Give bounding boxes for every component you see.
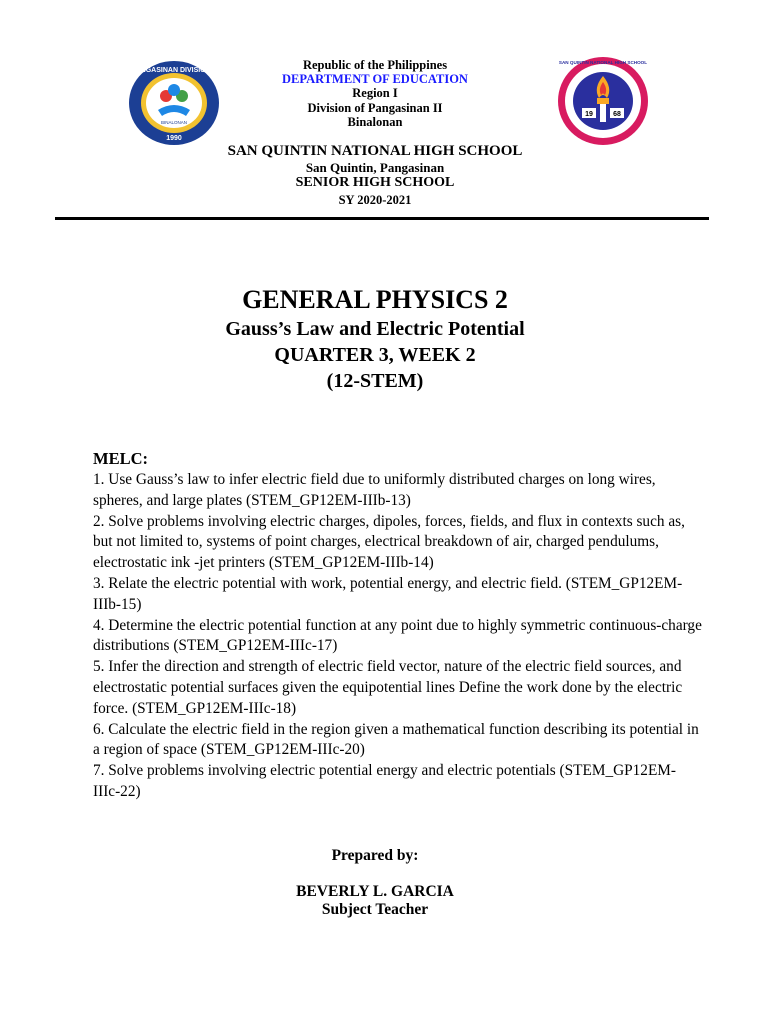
melc-heading: MELC: xyxy=(93,449,148,468)
melc-item: 6. Calculate the electric field in the region given a mathematical function describing its potential in a region of space (STEM_GP12EM-IIIc-20) xyxy=(93,720,699,759)
melc-item: 5. Infer the direction and strength of electric field vector, nature of the electric field sources, and electrostatic potential surfaces given the equipotential lines Define the work done by the electric force. (STEM_GP12EM-IIIc-18) xyxy=(93,658,683,717)
teacher-name: BEVERLY L. GARCIA xyxy=(296,883,454,900)
region-line: Region I xyxy=(352,86,398,100)
school-level: SENIOR HIGH SCHOOL xyxy=(295,175,455,190)
strand-label: (12-STEM) xyxy=(326,370,424,392)
melc-item: 2. Solve problems involving electric charges, dipoles, forces, fields, and flux in contexts such as, but not limited to, systems of point charges, electrical breakdown of air, charged pendulums, electrostatic ink -jet printers (STEM_GP12EM-IIIb-14) xyxy=(93,512,685,572)
school-name: SAN QUINTIN NATIONAL HIGH SCHOOL xyxy=(227,143,523,159)
quarter-week: QUARTER 3, WEEK 2 xyxy=(274,344,476,366)
seal-year: 1990 xyxy=(166,135,182,142)
melc-section xyxy=(93,448,703,803)
school-address: San Quintin, Pangasinan xyxy=(305,160,445,175)
melc-item: 4. Determine the electric potential function at any point due to highly symmetric continuous-charge distributions (STEM_GP12EM-IIIc-17) xyxy=(93,616,702,655)
municipality-line: Binalonan xyxy=(347,115,403,129)
melc-item: 7. Solve problems involving electric potential energy and electric potentials (STEM_GP12EM-IIIc-22) xyxy=(93,762,676,800)
seal-center-text: BINALONAN xyxy=(160,120,188,125)
seal-ring-text: PANGASINAN DIVISION II xyxy=(131,67,217,74)
subject-title: GENERAL PHYSICS 2 xyxy=(242,285,508,314)
republic-line: Republic of the Philippines xyxy=(302,58,448,72)
prepared-by-label: Prepared by: xyxy=(331,847,419,864)
school-seal-year-right: 68 xyxy=(613,111,621,118)
department-line: DEPARTMENT OF EDUCATION xyxy=(282,72,468,86)
melc-item: 3. Relate the electric potential with work, potential energy, and electric field. (STEM_GP12EM-IIIb-15) xyxy=(93,574,683,613)
school-year: SY 2020-2021 xyxy=(338,193,412,207)
division-line: Division of Pangasinan II xyxy=(307,101,443,115)
melc-item: 1. Use Gauss’s law to infer electric field due to uniformly distributed charges on long wires, spheres, and large plates (STEM_GP12EM-IIIb-13) xyxy=(93,471,656,509)
header-divider xyxy=(55,217,709,220)
school-seal-year-left: 19 xyxy=(585,111,593,118)
lesson-title: Gauss’s Law and Electric Potential xyxy=(225,318,525,340)
teacher-role: Subject Teacher xyxy=(321,901,429,918)
school-seal-ring-text: SAN QUINTIN NATIONAL HIGH SCHOOL xyxy=(558,60,648,65)
